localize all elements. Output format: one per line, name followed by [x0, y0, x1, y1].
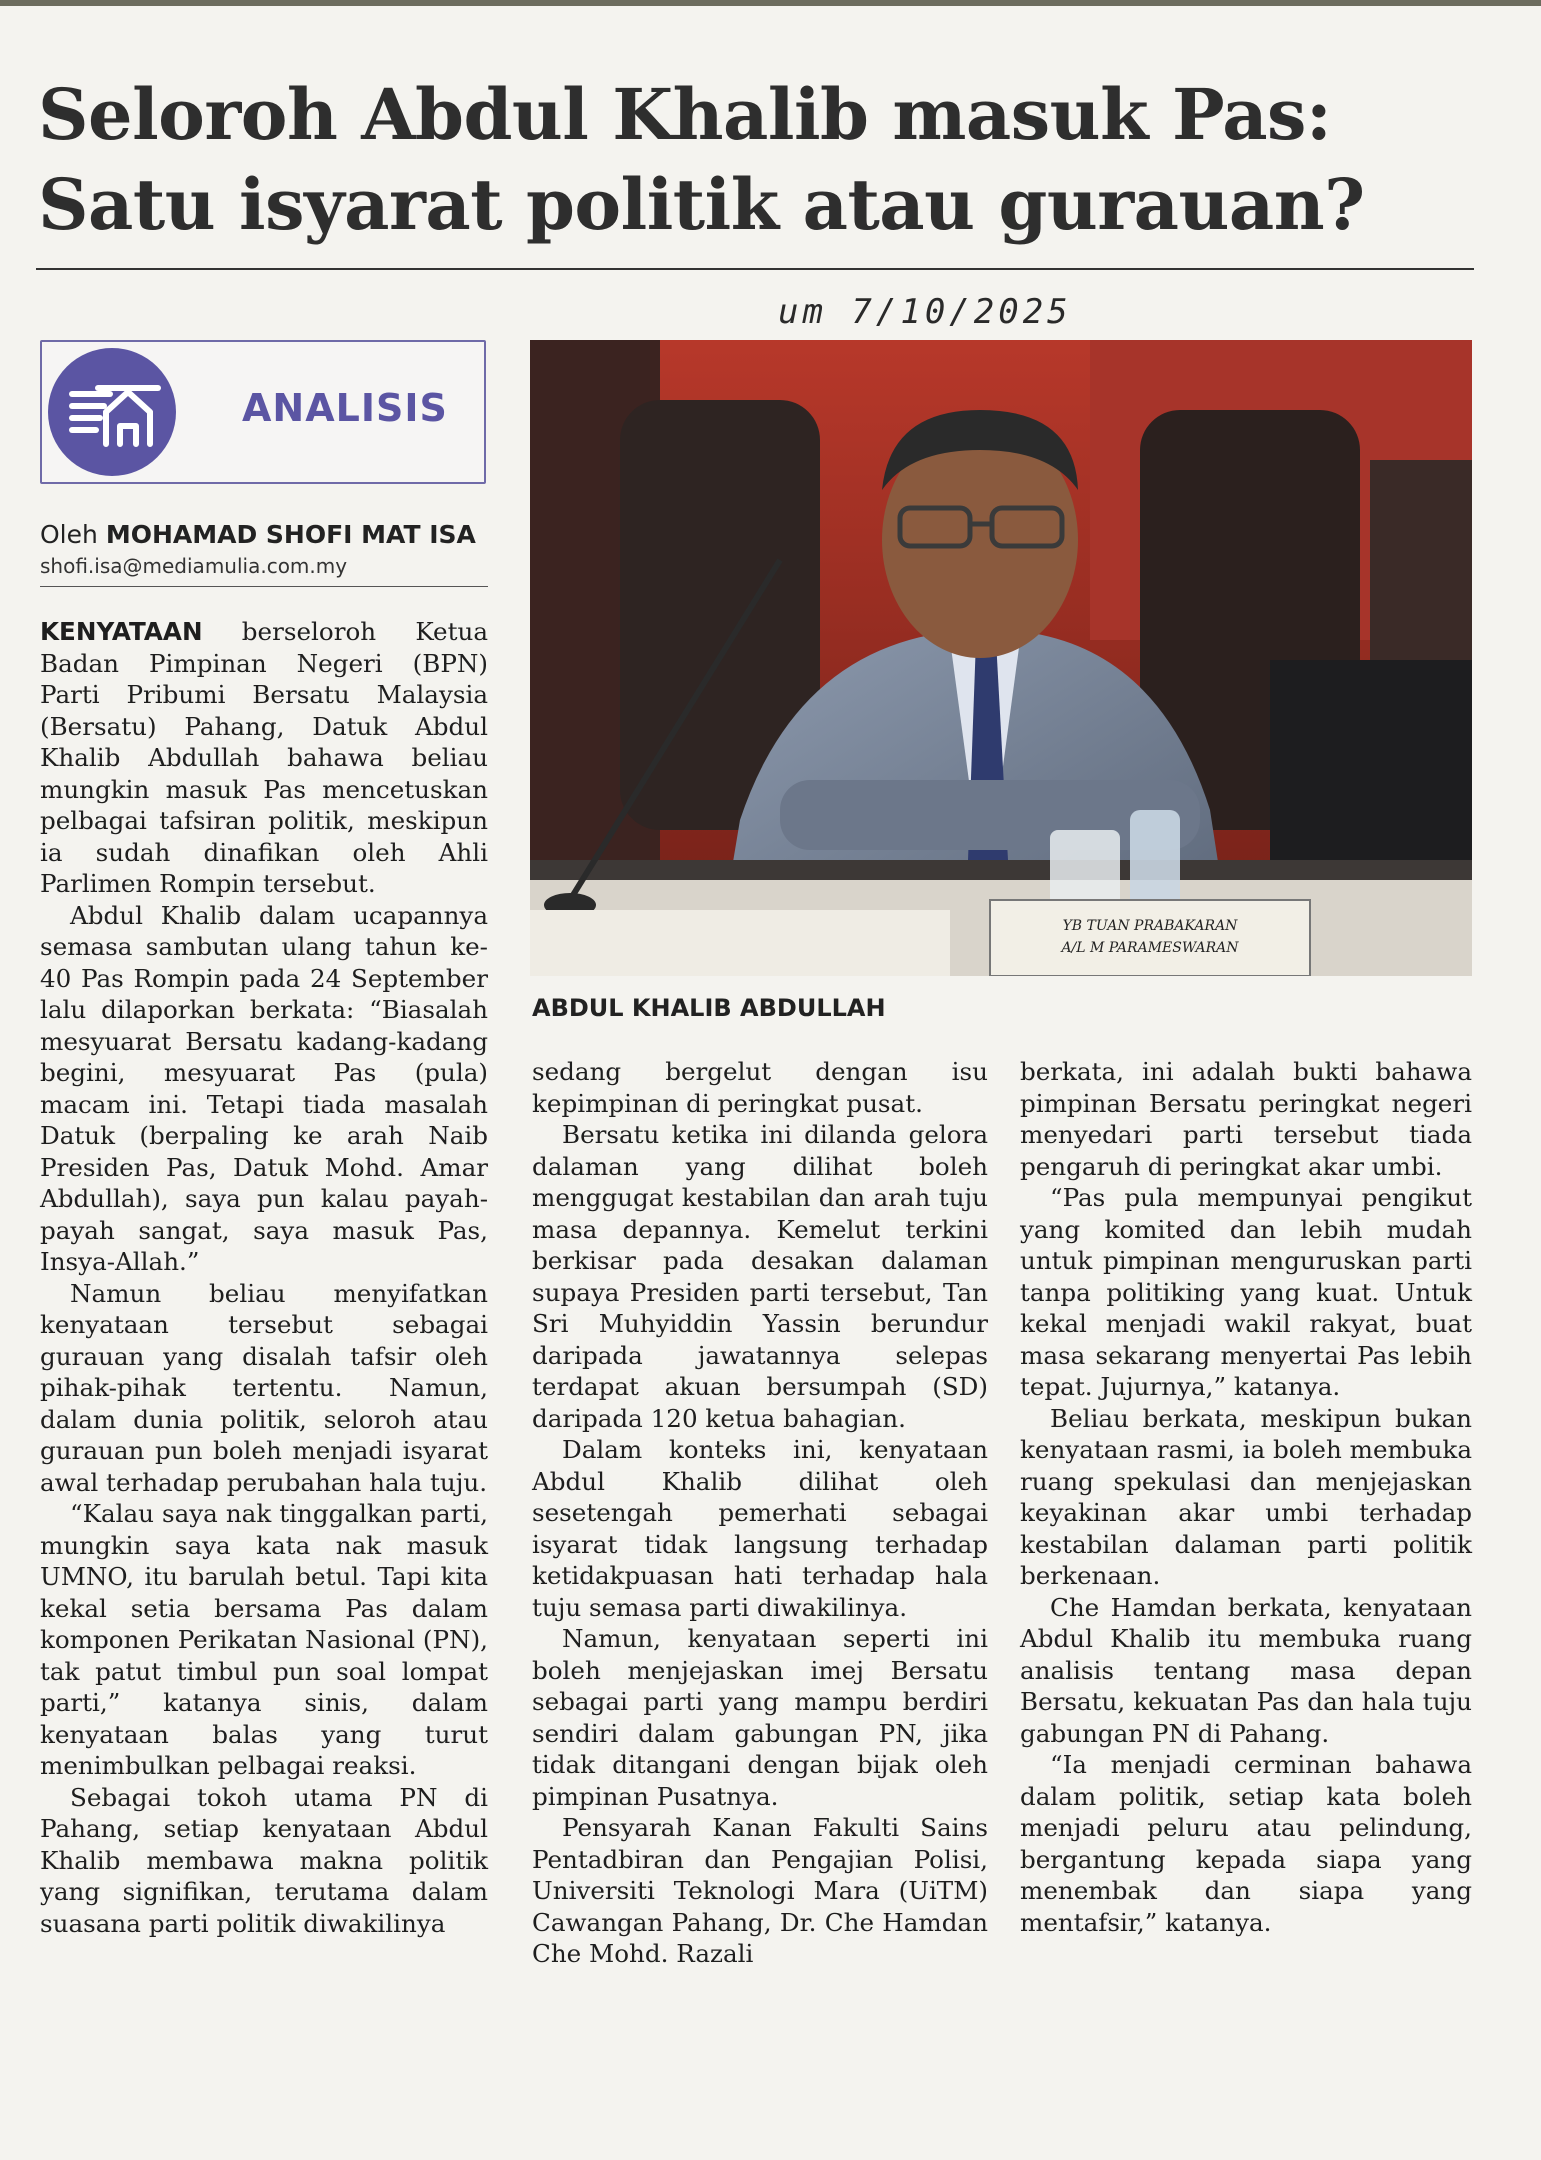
article-paragraph: Sebagai tokoh utama PN di Pahang, setiap kenyataan Abdul Khalib membawa makna politik yang signifikan, terutama dalam suasana parti politik diwakilinya: [40, 1782, 488, 1938]
section-badge: [40, 340, 486, 484]
author-email[interactable]: shofi.isa@mediamulia.com.my: [40, 554, 348, 578]
headline-line-2: Satu isyarat politik atau gurauan?: [38, 163, 1365, 246]
article-paragraph: “Pas pula mempunyai pengikut yang komited dan lebih mudah untuk pimpinan menguruskan parti tanpa politiking yang kuat. Untuk kekal menjadi wakil rakyat, buat masa sekarang menyertai Pas lebih tepat. Jujurnya,” katanya.: [1020, 1183, 1472, 1401]
byline: [40, 520, 476, 549]
byline-author: MOHAMAD SHOFI MAT ISA: [105, 520, 476, 549]
article-paragraph: KENYATAAN berseloroh Ketua Badan Pimpinan Negeri (BPN) Parti Pribumi Bersatu Malaysia (Bersatu) Pahang, Datuk Abdul Khalib Abdullah bahawa beliau mungkin masuk Pas mencetuskan pelbagai tafsiran politik, meskipun ia sudah dinafikan oleh Ahli Parlimen Rompin tersebut.: [40, 617, 488, 898]
article-paragraph: “Ia menjadi cerminan bahawa dalam politik, setiap kata boleh menjadi peluru atau pelindung, bergantung kepada siapa yang menembak dan siapa yang mentafsir,” katanya.: [1020, 1750, 1472, 1937]
photo-caption: ABDUL KHALIB ABDULLAH: [532, 994, 886, 1022]
section-label: ANALISIS: [242, 386, 448, 430]
lead-word: KENYATAAN: [40, 617, 203, 646]
headline-divider: [36, 268, 1474, 270]
article-paragraph: Namun beliau menyifatkan kenyataan tersebut sebagai gurauan yang disalah tafsir oleh pihak-pihak tertentu. Namun, dalam dunia politik, seloroh atau gurauan pun boleh menjadi isyarat awal terhadap perubahan hala tuju.: [40, 1278, 488, 1497]
article-column-2: [532, 1056, 988, 1970]
handwritten-date-note: um 7/10/2025: [778, 292, 1072, 332]
article-paragraph: Beliau berkata, meskipun bukan kenyataan rasmi, ia boleh membuka ruang spekulasi dan menjejaskan keyakinan akar umbi terhadap kestabilan dalaman parti politik berkenaan.: [1020, 1403, 1472, 1590]
article-paragraph: sedang bergelut dengan isu kepimpinan di peringkat pusat.: [532, 1057, 988, 1118]
article-paragraph: “Kalau saya nak tinggalkan parti, mungkin saya kata nak masuk UMNO, itu barulah betul. Tapi kita kekal setia bersama Pas dalam komponen Perikatan Nasional (PN), tak patut timbul pun soal lompat parti,” katanya sinis, dalam kenyataan balas yang turut menimbulkan pelbagai reaksi.: [40, 1499, 488, 1780]
nameplate-line-1: YB TUAN PRABAKARAN: [1062, 918, 1238, 934]
headline: [38, 70, 1498, 250]
article-column-3: [1020, 1056, 1472, 1938]
article-paragraph: Che Hamdan berkata, kenyataan Abdul Khalib itu membuka ruang analisis tentang masa depan Bersatu, kekuatan Pas dan hala tuju gabungan PN di Pahang.: [1020, 1592, 1472, 1748]
article-paragraph: Abdul Khalib dalam ucapannya semasa sambutan ulang tahun ke-40 Pas Rompin pada 24 September lalu dilaporkan berkata: “Biasalah mesyuarat Bersatu kadang-kadang begini, mesyuarat Pas (pula) macam ini. Tetapi tiada masalah Datuk (berpaling ke arah Naib Presiden Pas, Datuk Mohd. Amar Abdullah), saya pun kalau payah-payah sangat, saya masuk Pas, Insya-Allah.”: [40, 900, 488, 1276]
byline-divider: [40, 586, 488, 587]
newspaper-house-icon: [48, 348, 176, 476]
top-border: [0, 0, 1541, 6]
headline-line-1: Seloroh Abdul Khalib masuk Pas:: [38, 73, 1332, 156]
article-paragraph: Dalam konteks ini, kenyataan Abdul Khalib dilihat oleh sesetengah pemerhati sebagai isyarat tidak langsung terhadap ketidakpuasan hati terhadap hala tuju semasa parti diwakilinya.: [532, 1435, 988, 1622]
article-paragraph: Pensyarah Kanan Fakulti Sains Pentadbiran dan Pengajian Polisi, Universiti Teknologi Mara (UiTM) Cawangan Pahang, Dr. Che Hamdan Che Mohd. Razali: [532, 1813, 988, 1968]
article-photo: [530, 340, 1472, 976]
article-column-1: [40, 616, 488, 1939]
article-paragraph: Bersatu ketika ini dilanda gelora dalaman yang dilihat boleh menggugat kestabilan dan arah tuju masa depannya. Kemelut terkini berkisar pada desakan dalaman supaya Presiden parti tersebut, Tan Sri Muhyiddin Yassin berundur daripada jawatannya selepas terdapat akuan bersumpah (SD) daripada 120 ketua bahagian.: [532, 1120, 988, 1433]
article-paragraph: berkata, ini adalah bukti bahawa pimpinan Bersatu peringkat negeri menyedari parti tersebut tiada pengaruh di peringkat akar umbi.: [1020, 1057, 1472, 1181]
byline-prefix: Oleh: [40, 520, 98, 549]
article-paragraph: Namun, kenyataan seperti ini boleh menjejaskan imej Bersatu sebagai parti yang mampu berdiri sendiri dalam gabungan PN, jika tidak ditangani dengan bijak oleh pimpinan Pusatnya.: [532, 1624, 988, 1811]
nameplate-line-2: A/L M PARAMESWARAN: [1061, 940, 1239, 956]
